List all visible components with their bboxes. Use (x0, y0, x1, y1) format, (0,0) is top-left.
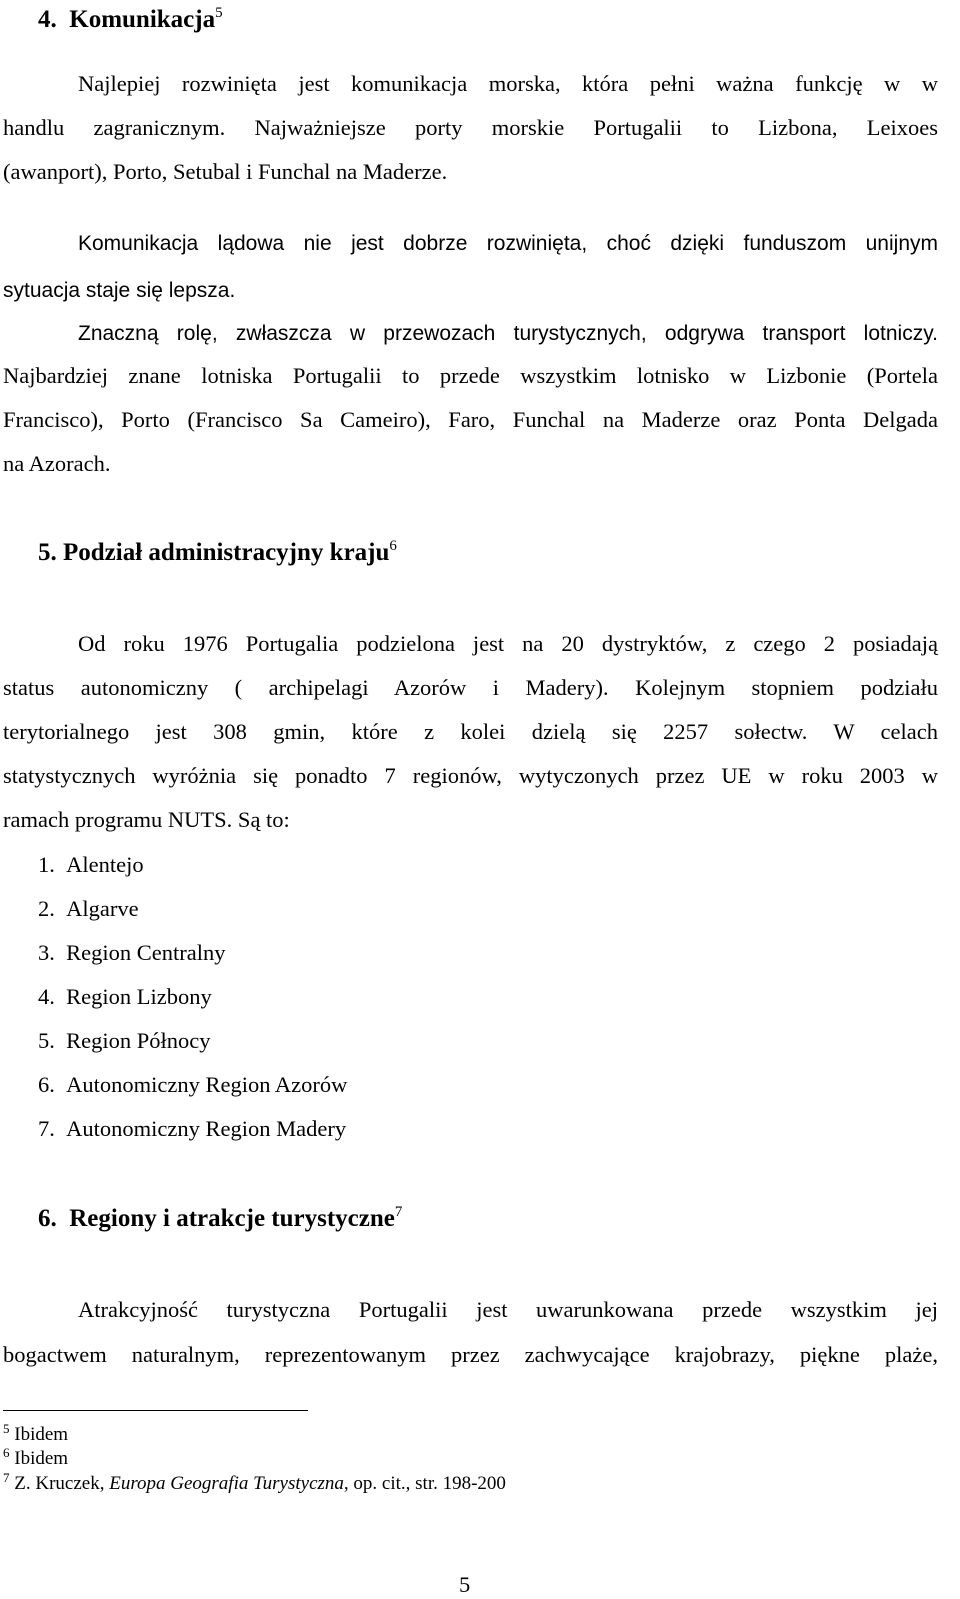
list-item: 5. Region Północy (38, 1028, 211, 1053)
paragraph-line: status autonomiczny ( archipelagi Azorów i Madery). Kolejnym stopniem podziału (3, 675, 938, 700)
paragraph-line: handlu zagranicznym. Najważniejsze porty morskie Portugalii to Lizbona, Leixoes (3, 115, 938, 140)
section-number: 4. (38, 6, 57, 33)
section-5-heading (38, 538, 397, 568)
paragraph-line: Francisco), Porto (Francisco Sa Cameiro), Faro, Funchal na Maderze oraz Ponta Delgada (3, 407, 938, 432)
section-number: 5. (38, 539, 57, 566)
section-title: Podział administracyjny kraju (63, 539, 390, 566)
footnote-ref: 7 (394, 1204, 403, 1220)
paragraph-line: Komunikacja lądowa nie jest dobrze rozwinięta, choć dzięki funduszom unijnym (78, 232, 938, 255)
paragraph-line: Atrakcyjność turystyczna Portugalii jest uwarunkowana przede wszystkim jej (78, 1297, 938, 1322)
section-4-heading (38, 5, 223, 35)
paragraph-line: bogactwem naturalnym, reprezentowanym przez zachwycające krajobrazy, piękne plaże, (3, 1342, 938, 1367)
footnote-ref: 5 (215, 5, 223, 21)
page-number: 5 (459, 1572, 471, 1597)
list-item: 1. Alentejo (38, 852, 144, 877)
paragraph-line: Znaczną rolę, zwłaszcza w przewozach turystycznych, odgrywa transport lotniczy. (78, 322, 938, 345)
section-title: Komunikacja (69, 6, 216, 33)
footnote: $^7$ Z. Kruczek, Europa Geografia Turystyczna, op. cit., str. 198-200 (3, 1470, 506, 1494)
paragraph-line: na Azorach. (3, 451, 111, 476)
paragraph-line: statystycznych wyróżnia się ponadto 7 regionów, wytyczonych przez UE w roku 2003 w (3, 763, 938, 788)
list-item: 4. Region Lizbony (38, 984, 212, 1009)
footnote: $^6$ Ibidem (3, 1445, 69, 1469)
section-title: Regiony i atrakcje turystyczne (69, 1205, 395, 1232)
list-item: 6. Autonomiczny Region Azorów (38, 1072, 348, 1097)
paragraph-line: Najlepiej rozwinięta jest komunikacja morska, która pełni ważna funkcję w w (78, 71, 938, 96)
paragraph-line: sytuacja staje się lepsza. (3, 279, 236, 302)
paragraph-line: Od roku 1976 Portugalia podzielona jest na 20 dystryktów, z czego 2 posiadają (78, 631, 938, 656)
paragraph-line: (awanport), Porto, Setubal i Funchal na Maderze. (3, 159, 448, 184)
section-number: 6. (38, 1205, 57, 1232)
list-item: 2. Algarve (38, 896, 139, 921)
section-6-heading (38, 1204, 402, 1234)
footnote-ref: 6 (389, 538, 397, 554)
footnote: $^5$ Ibidem (3, 1421, 69, 1445)
list-item: 3. Region Centralny (38, 940, 226, 965)
book-title: Europa Geografia Turystyczna (109, 1473, 344, 1494)
paragraph-line: ramach programu NUTS. Są to: (3, 807, 290, 832)
list-item: 7. Autonomiczny Region Madery (38, 1116, 347, 1141)
footnote-separator (3, 1410, 308, 1411)
paragraph-line: Najbardziej znane lotniska Portugalii to przede wszystkim lotnisko w Lizbonie (Portela (3, 363, 938, 388)
paragraph-line: terytorialnego jest 308 gmin, które z kolei dzielą się 2257 sołectw. W celach (3, 719, 938, 744)
